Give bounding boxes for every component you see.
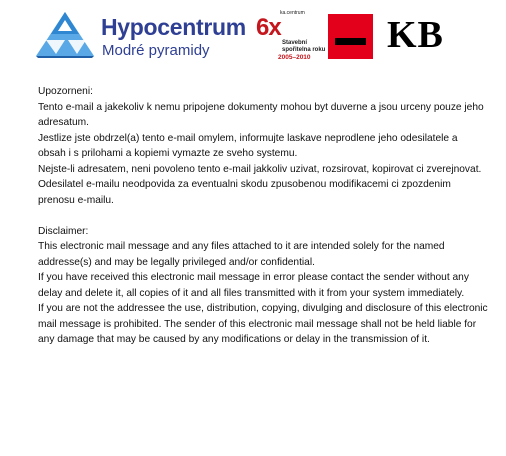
czech-paragraph: Nejste-li adresatem, neni povoleno tento e-mail jakkoliv uzivat, rozsirovat, kopirovat ci zverejnovat. (38, 163, 482, 175)
hypocentrum-logo (34, 8, 246, 62)
award-years: 2005–2010 (278, 54, 311, 61)
section-spacer (38, 208, 488, 224)
award-line-2: spořitelna roku (282, 47, 326, 53)
english-paragraph: If you are not the addressee the use, distribution, copying, divulging and disclosure of this electronic mail message is prohibited. The sender of this electronic mail message shall not be held liable for any damage that may be caused by any modifications or delay in the transmission of it. (38, 303, 488, 345)
logo-bar (0, 0, 506, 70)
english-paragraph: This electronic mail message and any files attached to it are intended solely for the named addresse(s) and may be legally privileged and/or confidential. (38, 241, 445, 268)
english-paragraph: If you have received this electronic mail message in error please contact the sender without any delay and delete it, all copies of it and all files transmitted with it from your system immediately. (38, 272, 469, 299)
award-top-text: ka.centrum (280, 10, 305, 16)
kb-red-square-logo (328, 14, 373, 59)
czech-heading: Upozorneni: (38, 86, 93, 97)
kb-logo-text: KB (387, 14, 444, 56)
award-badge (256, 10, 326, 66)
kb-black-bar (335, 38, 366, 45)
czech-paragraph: Jestlize jste obdrzel(a) tento e-mail omylem, informujte laskave neprodlene jeho odesilatele a obsah i s prilohami a kopiemi vymazte ze sveho systemu. (38, 132, 458, 159)
hypocentrum-name: Hypocentrum (101, 14, 246, 40)
hypocentrum-tagline: Modré pyramidy (102, 42, 210, 59)
english-heading: Disclaimer: (38, 225, 89, 237)
czech-paragraph: Odesilatel e-mailu neodpovida za eventualni skodu zpusobenou modifikacemi ci zpozdenim prenosu e-mailu. (38, 179, 451, 206)
email-disclaimer (38, 84, 488, 348)
czech-paragraph: Tento e-mail a jakekoliv k nemu pripojene dokumenty mohou byt duverne a jsou urceny pouze jeho adresatum. (38, 101, 484, 128)
award-line-1: Stavební (282, 40, 308, 46)
award-count: 6x (256, 14, 281, 41)
pyramid-logo-icon (34, 10, 96, 60)
